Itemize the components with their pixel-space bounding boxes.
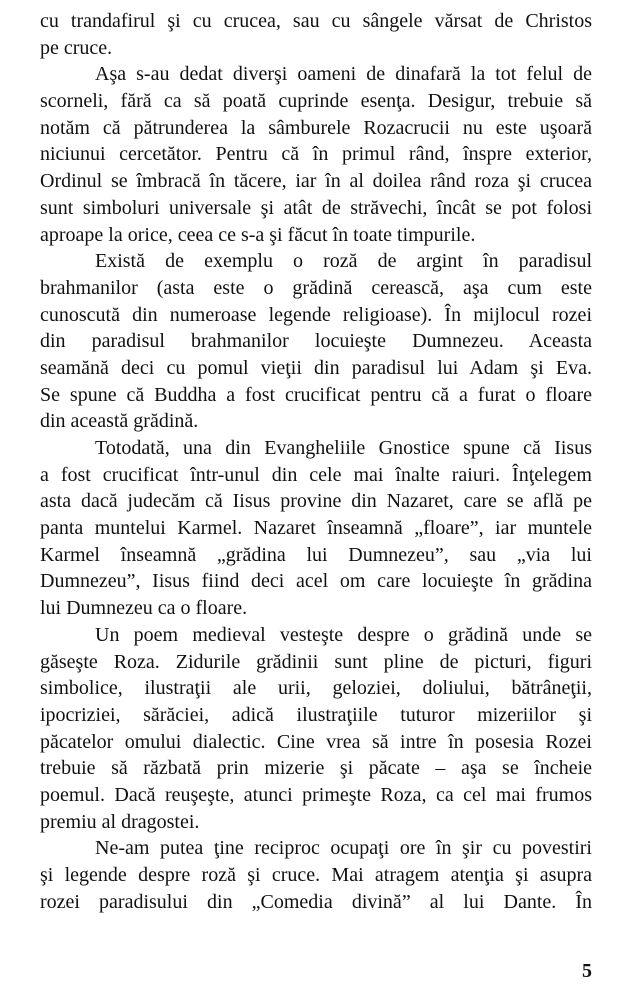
text-line: găseşte Roza. Zidurile grădinii sunt pline de picturi, figuri — [40, 650, 592, 673]
paragraph — [40, 622, 592, 836]
text-line: din paradisul brahmanilor locuieşte Dumnezeu. Aceasta — [40, 330, 592, 353]
text-line: niciunui cercetător. Pentru că în primul rând, înspre exterior, — [40, 143, 592, 166]
text-line: poemul. Dacă reuşeşte, atunci primeşte Roza, ca cel mai frumos — [40, 783, 592, 806]
text-line: a fost crucificat într-unul din cele mai înalte raiuri. Înţelegem — [40, 463, 592, 486]
text-line: seamănă deci cu pomul vieţii din paradisul lui Adam şi Eva. — [40, 356, 592, 379]
text-line: sunt simboluri universale şi atât de străvechi, încât se pot folosi — [40, 196, 592, 219]
text-line: ipocriziei, sărăciei, adică ilustraţiile tuturor mizeriilor şi — [40, 703, 592, 726]
text-line: Karmel înseamnă „grădina lui Dumnezeu”, sau „via lui — [40, 543, 592, 566]
text-line: premiu al dragostei. — [40, 810, 200, 833]
paragraph — [40, 835, 592, 915]
text-line: lui Dumnezeu ca o floare. — [40, 597, 248, 620]
text-line: panta muntelui Karmel. Nazaret înseamnă „floare”, iar muntele — [40, 517, 592, 540]
page-body-text — [40, 8, 592, 915]
text-line: Dumnezeu”, Iisus fiind deci acel om care locuieşte în grădina — [40, 570, 592, 593]
text-line: simbolice, ilustraţii ale urii, geloziei, doliului, bătrâneţii, — [40, 677, 592, 700]
paragraph — [40, 61, 592, 248]
text-line: cunoscută din numeroase legende religioase). În mijlocul rozei — [40, 303, 592, 326]
text-line: Aşa s-au dedat diverşi oameni de dinafară la tot felul de — [95, 63, 592, 86]
text-line: Există de exemplu o roză de argint în paradisul — [95, 250, 592, 273]
text-line: Ne-am putea ţine reciproc ocupaţi ore în şir cu povestiri — [95, 837, 592, 860]
text-line: scorneli, fără ca să poată cuprinde esenţa. Desigur, trebuie să — [40, 90, 592, 113]
paragraph — [40, 248, 592, 435]
text-line: Totodată, una din Evangheliile Gnostice spune că Iisus — [95, 437, 592, 459]
text-line: asta dacă judecăm că Iisus provine din Nazaret, care se află pe — [40, 490, 592, 513]
text-line: pe cruce. — [40, 36, 113, 59]
paragraph — [40, 8, 592, 61]
text-line: notăm că pătrunderea la sâmburele Rozacrucii nu este uşoară — [40, 116, 592, 139]
book-page — [40, 8, 592, 988]
text-line: aproape la orice, ceea ce s-a şi făcut în toate timpurile. — [40, 223, 476, 246]
text-line: trebuie să răzbată prin mizerie şi păcate – aşa se încheie — [40, 757, 592, 780]
text-line: cu trandafirul şi cu crucea, sau cu sângele vărsat de Christos — [40, 10, 592, 32]
text-line: şi legende despre roză şi cruce. Mai atragem atenţia şi asupra — [40, 864, 592, 886]
text-line: rozei paradisului din „Comedia divină” al lui Dante. În — [40, 890, 592, 913]
text-line: din această grădină. — [40, 410, 199, 433]
text-line: Ordinul se îmbracă în tăcere, iar în al doilea rând roza şi crucea — [40, 170, 592, 193]
text-line: Un poem medieval vesteşte despre o grădină unde se — [95, 623, 592, 646]
paragraph — [40, 435, 592, 622]
text-line: brahmanilor (asta este o grădină cerească, aşa cum este — [40, 276, 592, 299]
text-line: păcatelor omului dialectic. Cine vrea să intre în posesia Rozei — [40, 730, 592, 753]
text-line: Se spune că Buddha a fost crucificat pentru că a furat o floare — [40, 383, 592, 406]
page-number: 5 — [582, 960, 592, 982]
